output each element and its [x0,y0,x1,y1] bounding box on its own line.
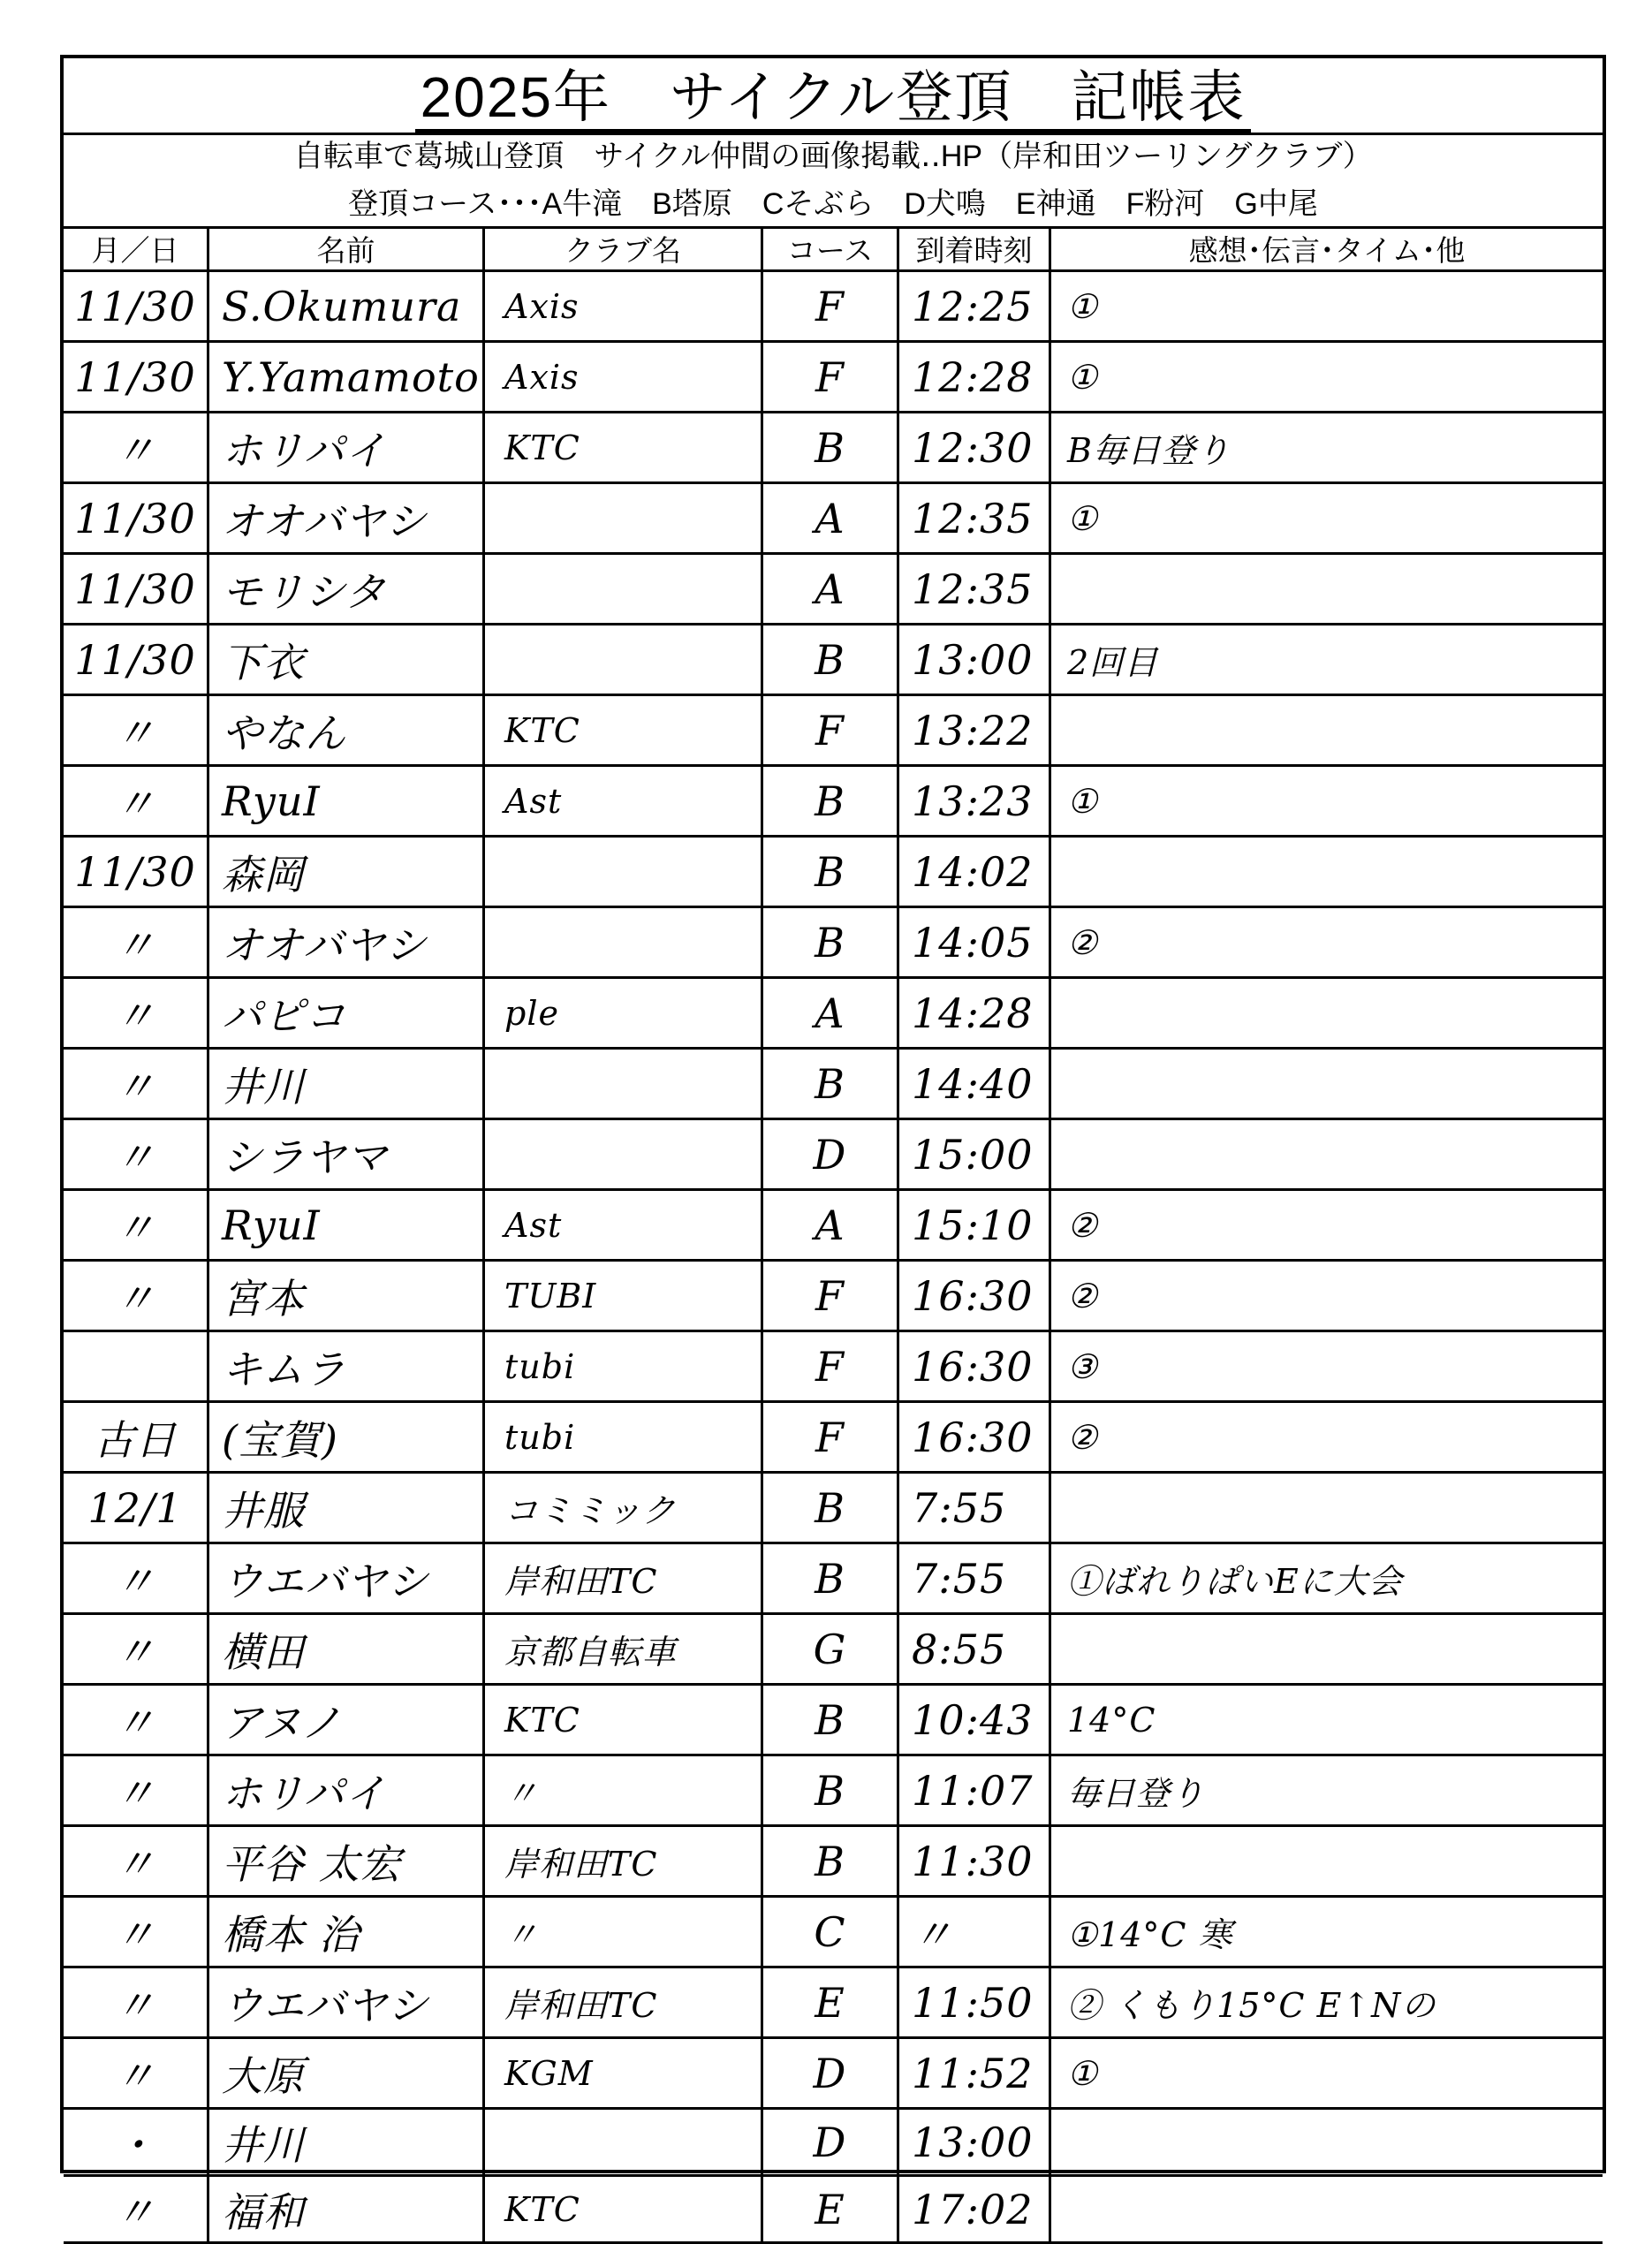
table-row [64,1968,1603,2039]
page-subtitle: 自転車で葛城山登頂 サイクル仲間の画像掲載‥HP（岸和田ツーリングクラブ） [293,140,1373,173]
table-row [64,1898,1603,1968]
date-cell: 11/30 [64,484,209,552]
course-cell: F [763,1403,899,1471]
time-cell: 10:43 [899,1686,1051,1754]
note-cell: ② くもり15°C E↑Nの [1067,1986,1436,2025]
date-cell: 11/30 [64,838,209,906]
club-cell: tubi [485,1332,763,1400]
club-cell [485,555,763,623]
table-row [64,484,1603,555]
club-cell [485,1050,763,1118]
date-cell: 11/30 [64,555,209,623]
name-cell: 横田 [209,1615,485,1683]
date-cell: 〃 [64,979,209,1047]
note-cell [1051,838,1603,906]
course-cell: D [763,1120,899,1188]
date-cell: 〃 [64,1050,209,1118]
time-cell: 7:55 [899,1474,1051,1542]
note-cell [1051,696,1603,764]
name-cell: ウエバヤシ [209,1968,485,2036]
time-cell: 11:30 [899,1827,1051,1895]
note-cell: ① [1067,781,1099,821]
club-cell [485,2110,763,2174]
note-cell [1051,1827,1603,1895]
note-cell [1051,1120,1603,1188]
note-cell: ② [1067,1205,1099,1245]
name-cell: 宮本 [209,1262,485,1330]
course-cell: F [763,272,899,340]
note-cell: ③ [1067,1346,1099,1386]
note-cell [1051,2110,1603,2174]
note-cell: ①ばれりぱいEに大会 [1067,1562,1403,1601]
table-row [64,2110,1603,2177]
course-cell: E [763,2177,899,2241]
table-row [64,838,1603,908]
note-cell: ① [1067,498,1099,538]
note-cell [1051,555,1603,623]
course-cell: D [763,2039,899,2107]
date-cell: 〃 [64,1544,209,1612]
club-cell [485,484,763,552]
note-cell: 毎日登り [1067,1774,1206,1813]
table-header-row [64,228,1603,272]
course-cell: B [763,838,899,906]
course-cell: B [763,767,899,835]
name-cell: オオバヤシ [209,908,485,976]
course-cell: A [763,1191,899,1259]
club-cell: KTC [485,413,763,481]
note-cell [1051,2177,1603,2241]
name-cell: 平谷 太宏 [209,1827,485,1895]
time-cell: 14:02 [899,838,1051,906]
date-cell: 11/30 [64,625,209,694]
table-row [64,1827,1603,1898]
club-cell: KTC [485,696,763,764]
course-cell: E [763,1968,899,2036]
course-cell: A [763,979,899,1047]
course-cell: A [763,555,899,623]
course-cell: F [763,696,899,764]
course-cell: B [763,1544,899,1612]
note-cell: B毎日登り [1067,431,1231,470]
note-cell: 2回目 [1067,643,1159,682]
date-cell: 〃 [64,1898,209,1966]
club-cell: KTC [485,1686,763,1754]
time-cell: 16:30 [899,1403,1051,1471]
time-cell: 12:35 [899,555,1051,623]
note-cell [1051,979,1603,1047]
note-cell: ① [1067,357,1099,397]
club-cell: TUBI [485,1262,763,1330]
time-cell: 11:52 [899,2039,1051,2107]
table-row [64,696,1603,767]
column-header-time: 到着時刻 [899,228,1051,269]
club-cell: コミミック [485,1474,763,1542]
club-cell: 京都自転車 [485,1615,763,1683]
table-row [64,625,1603,696]
date-cell: 〃 [64,2039,209,2107]
club-cell: Ast [485,767,763,835]
time-cell: 13:00 [899,625,1051,694]
table-row [64,2039,1603,2110]
time-cell: 14:05 [899,908,1051,976]
time-cell: 12:28 [899,343,1051,411]
name-cell: オオバヤシ [209,484,485,552]
log-sheet [60,55,1606,2236]
name-cell: パピコ [209,979,485,1047]
date-cell: 11/30 [64,343,209,411]
club-cell: Axis [485,272,763,340]
date-cell: 〃 [64,2177,209,2241]
table-row [64,767,1603,838]
date-cell: 〃 [64,1827,209,1895]
column-header-course: コース [763,228,899,269]
date-cell: 〃 [64,767,209,835]
name-cell: シラヤマ [209,1120,485,1188]
table-row [64,1686,1603,1756]
note-cell: ② [1067,1417,1099,1457]
time-cell: 〃 [899,1898,1051,1966]
name-cell: RyuI [209,1191,485,1259]
name-cell: (宝賀) [209,1403,485,1471]
column-header-date: 月／日 [64,228,209,269]
course-cell: B [763,413,899,481]
name-cell: RyuI [209,767,485,835]
table-row [64,1756,1603,1827]
name-cell: 下衣 [209,625,485,694]
name-cell: ウエバヤシ [209,1544,485,1612]
course-legend: 登頂コース･･･A牛滝 B塔原 Cそぶら D犬鳴 E神通 F粉河 G中尾 [348,187,1318,221]
note-cell: ② [1067,922,1099,962]
date-cell: 〃 [64,1120,209,1188]
column-header-name: 名前 [209,228,485,269]
name-cell: 橋本 治 [209,1898,485,1966]
course-cell: D [763,2110,899,2174]
note-cell: ①14°C 寒 [1067,1915,1233,1954]
time-cell: 13:00 [899,2110,1051,2174]
time-cell: 12:25 [899,272,1051,340]
club-cell: Axis [485,343,763,411]
name-cell: Y.Yamamoto [209,343,485,411]
date-cell: ・ [64,2110,209,2174]
course-cell: B [763,1827,899,1895]
note-cell [1051,1474,1603,1542]
note-cell: ① [1067,2053,1099,2093]
note-cell: 14°C [1067,1700,1156,1740]
date-cell [64,1332,209,1400]
note-cell: ① [1067,286,1099,326]
name-cell: 井服 [209,1474,485,1542]
table-row [64,1050,1603,1120]
club-cell: 岸和田TC [485,1544,763,1612]
name-cell: 福和 [209,2177,485,2241]
course-cell: B [763,1474,899,1542]
name-cell: 井川 [209,1050,485,1118]
time-cell: 15:10 [899,1191,1051,1259]
club-cell: KTC [485,2177,763,2241]
table-row [64,1332,1603,1403]
table-row [64,1191,1603,1262]
name-cell: 井川 [209,2110,485,2174]
course-cell: B [763,625,899,694]
course-cell: B [763,1686,899,1754]
date-cell: 〃 [64,1191,209,1259]
name-cell: 大原 [209,2039,485,2107]
date-cell: 11/30 [64,272,209,340]
name-cell: S.Okumura [209,272,485,340]
time-cell: 14:28 [899,979,1051,1047]
time-cell: 7:55 [899,1544,1051,1612]
time-cell: 8:55 [899,1615,1051,1683]
course-cell: C [763,1898,899,1966]
table-row [64,1615,1603,1686]
table-row [64,272,1603,343]
club-cell [485,908,763,976]
club-cell: 〃 [485,1898,763,1966]
note-cell: ② [1067,1276,1099,1315]
time-cell: 16:30 [899,1262,1051,1330]
time-cell: 11:07 [899,1756,1051,1824]
table-row [64,2177,1603,2244]
date-cell: 〃 [64,1968,209,2036]
club-cell [485,1120,763,1188]
date-cell: 古日 [64,1403,209,1471]
time-cell: 14:40 [899,1050,1051,1118]
table-row [64,343,1603,413]
table-body [64,272,1603,2244]
name-cell: ホリパイ [209,413,485,481]
table-row [64,1262,1603,1332]
course-cell: A [763,484,899,552]
log-table [64,228,1603,2244]
date-cell: 〃 [64,413,209,481]
note-cell [1051,1050,1603,1118]
date-cell: 〃 [64,1756,209,1824]
name-cell: やなん [209,696,485,764]
name-cell: キムラ [209,1332,485,1400]
club-cell: Ast [485,1191,763,1259]
course-cell: F [763,343,899,411]
time-cell: 16:30 [899,1332,1051,1400]
date-cell: 〃 [64,908,209,976]
time-cell: 17:02 [899,2177,1051,2241]
time-cell: 15:00 [899,1120,1051,1188]
column-header-note: 感想･伝言･タイム･他 [1188,234,1466,267]
page-title: 2025年 サイクル登頂 記帳表 [64,62,1603,133]
note-cell [1051,1615,1603,1683]
club-cell [485,838,763,906]
club-cell [485,625,763,694]
club-cell: tubi [485,1403,763,1471]
date-cell: 〃 [64,1686,209,1754]
table-row [64,555,1603,625]
club-cell: ple [485,979,763,1047]
club-cell: 岸和田TC [485,1968,763,2036]
time-cell: 13:22 [899,696,1051,764]
table-row [64,1403,1603,1474]
time-cell: 13:23 [899,767,1051,835]
time-cell: 12:30 [899,413,1051,481]
name-cell: 森岡 [209,838,485,906]
course-cell: B [763,908,899,976]
date-cell: 〃 [64,1262,209,1330]
club-cell: 〃 [485,1756,763,1824]
table-row [64,979,1603,1050]
table-row [64,908,1603,979]
course-cell: B [763,1050,899,1118]
club-cell: 岸和田TC [485,1827,763,1895]
name-cell: ホリパイ [209,1756,485,1824]
table-row [64,1120,1603,1191]
club-cell: KGM [485,2039,763,2107]
course-cell: B [763,1756,899,1824]
date-cell: 〃 [64,696,209,764]
name-cell: モリシタ [209,555,485,623]
date-cell: 12/1 [64,1474,209,1542]
table-row [64,413,1603,484]
table-row [64,1544,1603,1615]
table-row [64,1474,1603,1544]
time-cell: 11:50 [899,1968,1051,2036]
time-cell: 12:35 [899,484,1051,552]
name-cell: アヌノ [209,1686,485,1754]
date-cell: 〃 [64,1615,209,1683]
course-cell: F [763,1332,899,1400]
course-cell: G [763,1615,899,1683]
column-header-club: クラブ名 [485,228,763,269]
course-cell: F [763,1262,899,1330]
